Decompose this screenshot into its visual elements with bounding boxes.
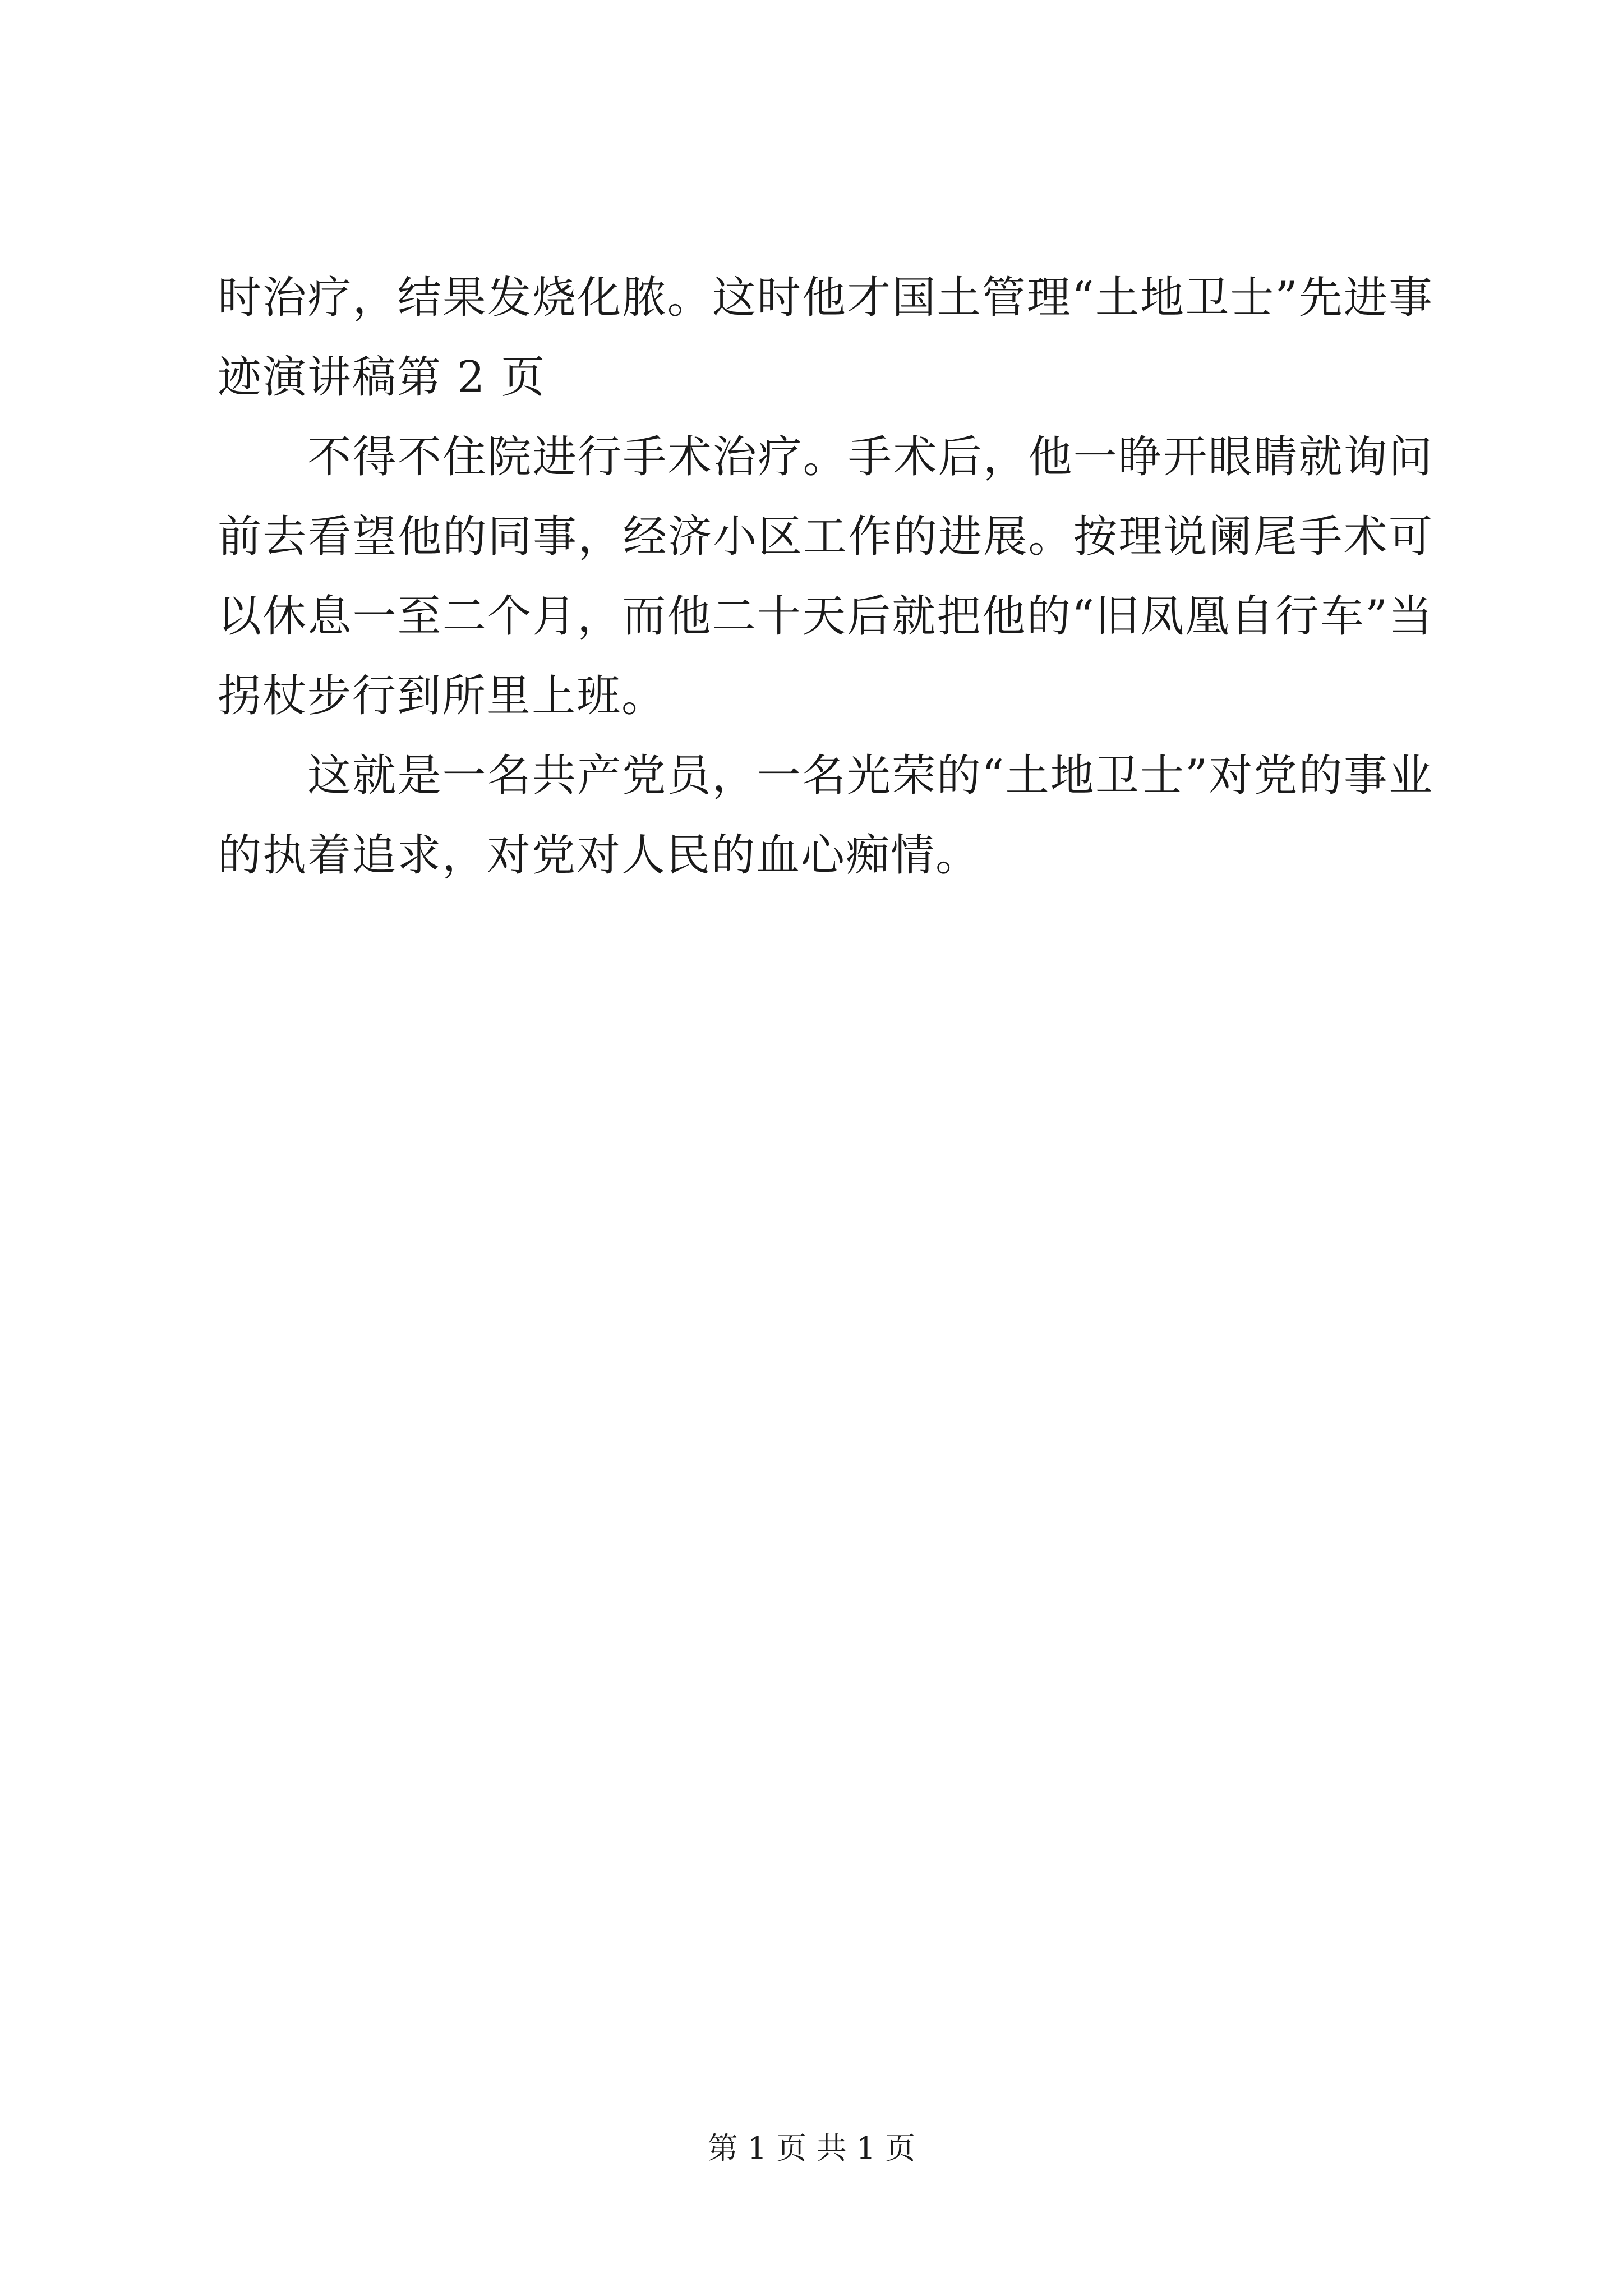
page-footer: 第 1 页 共 1 页 [707,2131,916,2166]
paragraph-surgery: 不得不住院进行手术治疗。手术后，他一睁开眼睛就询问前去看望他的同事，经济小区工作的进展。按理说阑尾手术可以休息一至二个月，而他二十天后就把他的“旧凤凰自行车”当拐杖步行到所里上班。 [218,432,1433,721]
paragraph-conclusion: 这就是一名共产党员，一名光荣的“土地卫士”对党的事业的执着追求，对党对人民的血心痴情。 [218,751,1433,881]
paragraph-continuation: 时治疗，结果发烧化脓。这时他才国土管理“土地卫士”先进事迹演讲稿第 2 页 [218,273,1433,403]
document-body [218,258,1433,895]
